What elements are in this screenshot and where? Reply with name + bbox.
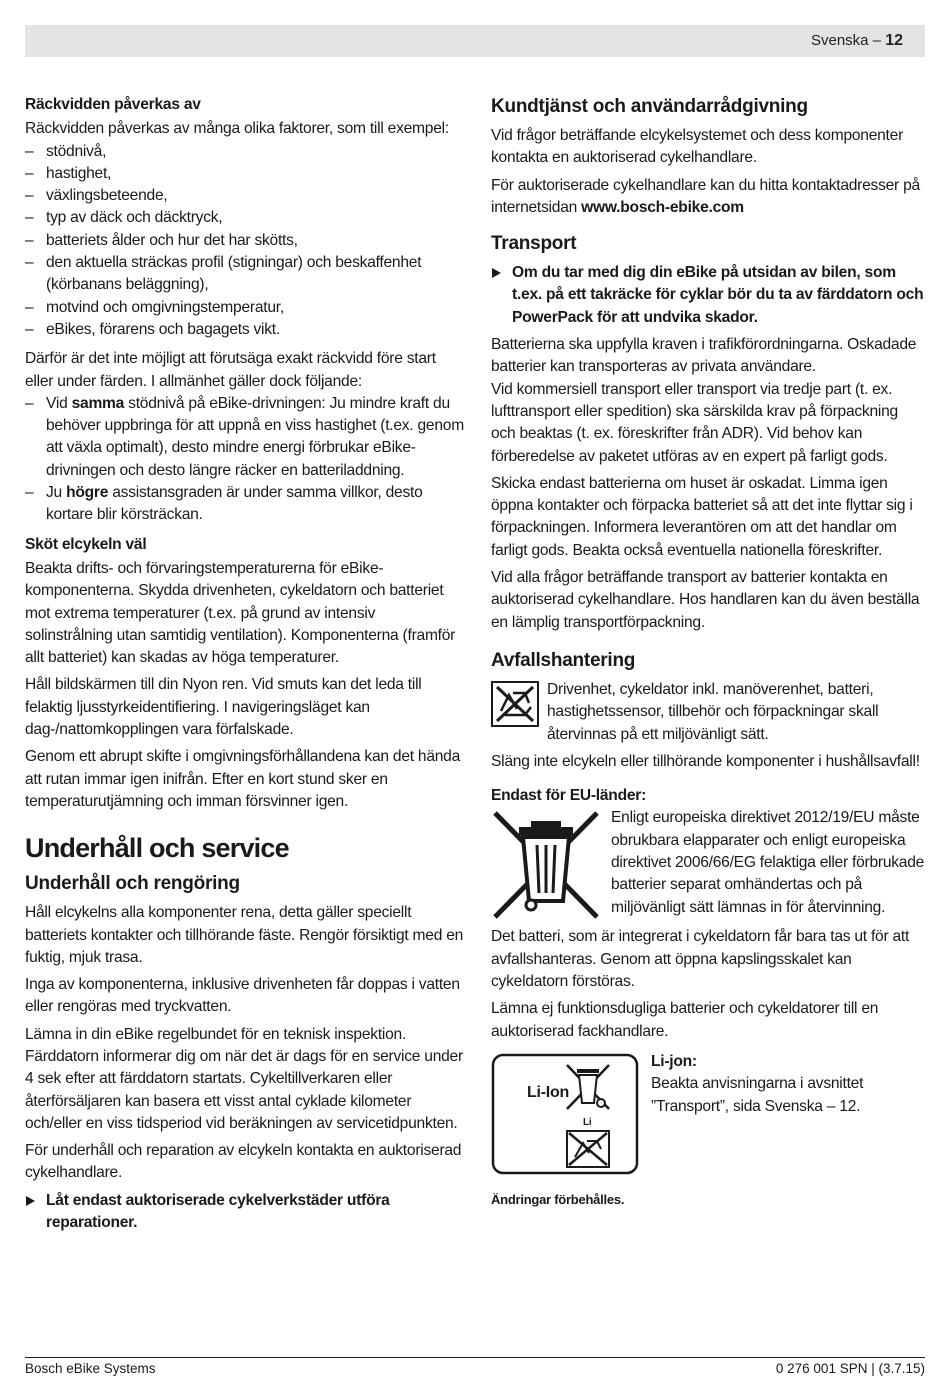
li-mark: Li	[583, 1116, 592, 1128]
eu-heading: Endast för EU-länder:	[491, 787, 647, 805]
range-rules-list	[25, 393, 465, 527]
care-paragraph: Beakta drifts- och förvaringstemperaturerna för eBike-komponenterna. Skydda drivenheten, cykeldatorn och batteriet mot extrema temperaturer (t.ex. på grund av intensiv solinstrålning utan samtidig ventilation). Komponenterna (framför allt batteriet) kan skadas av höga temperaturer.	[25, 559, 456, 667]
list-item: – motvind och omgivningstemperatur,	[25, 297, 465, 319]
transport-paragraph: Vid alla frågor beträffande transport av batterier kontakta en auktoriserad cykelhandlare. Hos handlaren kan du även beställa en lämplig transportförpackning.	[491, 569, 920, 631]
footer-publisher: Bosch eBike Systems	[25, 1361, 156, 1376]
changes-note: Ändringar förbehålles.	[491, 1191, 625, 1207]
list-item: – batteriets ålder och hur det har skötts,	[25, 230, 465, 252]
care-heading: Sköt elcykeln väl	[25, 535, 147, 553]
li-ion-heading: Li-jon:	[651, 1052, 697, 1070]
waste-heading: Avfallshantering	[491, 649, 636, 671]
transport-paragraph: Skicka endast batterierna om huset är oskadat. Limma igen öppna kontakter och förpacka batteriet så att det inte flyttar sig i förpackningen. Informera leverantören om att det handlar om farligt gods. Beakta också eventuella nationella föreskrifter.	[491, 474, 913, 559]
list-item	[25, 482, 465, 527]
maintenance-paragraph: För underhåll och reparation av elcykeln kontakta en auktoriserad cykelhandlare.	[25, 1142, 462, 1182]
crossed-bin-icon	[491, 809, 601, 921]
transport-paragraph: Vid kommersiell transport eller transport via tredje part (t. ex. lufttransport eller spedition) ska särskilda krav på förpackning och beaktas (t. ex. föreskrifter från ADR). Vid behov kan förberedelse av paketet utföras av en expert på farligt gods.	[491, 380, 898, 465]
maintenance-paragraph: Håll elcykelns alla komponenter rena, detta gäller speciellt batteriets kontakter och tillhörande fäste. Rengör försiktigt med en fuktig, mjuk trasa.	[25, 904, 464, 966]
page-header	[25, 25, 925, 57]
footer-divider	[25, 1357, 925, 1358]
maintenance-paragraph: Lämna in din eBike regelbundet för en teknisk inspektion. Färddatorn informerar dig om när det är dags för en service under 4 sek efter att färddatorn startats. Cykeltillverkaren eller återförsäljaren kan basera ett visst antal cyklade kilometer och/eller en viss tidsperiod vid beräkningen av servicetidpunkten.	[25, 1025, 463, 1132]
left-column	[25, 94, 465, 1239]
eu-directive-block	[491, 807, 925, 921]
small-recycle-crossed-icon	[567, 1131, 609, 1167]
arrow-right-icon	[492, 268, 501, 278]
support-text: För auktoriserade cykelhandlare kan du hitta kontaktadresser på internetsidan	[491, 176, 920, 216]
rule-text: assistansgraden är under samma villkor, desto kortare blir körsträckan.	[46, 484, 423, 524]
support-paragraph: Vid frågor beträffande elcykelsystemet och dess komponenter kontakta en auktoriserad cykelhandlare.	[491, 127, 904, 167]
waste-paragraph: Släng inte elcykeln eller tillhörande komponenter i hushållsavfall!	[491, 752, 920, 770]
maintenance-paragraph: Inga av komponenterna, inklusive drivenheten får doppas i vatten eller rengöras med tryckvatten.	[25, 976, 460, 1016]
right-column	[491, 94, 925, 1211]
support-url[interactable]: www.bosch-ebike.com	[581, 198, 744, 216]
list-item: – eBikes, förarens och bagagets vikt.	[25, 319, 465, 341]
footer-doc-number: 0 276 001 SPN | (3.7.15)	[775, 1361, 925, 1376]
range-para: Därför är det inte möjligt att förutsäga exakt räckvidd före start eller under färden. I allmänhet gäller dock följande:	[25, 350, 436, 390]
list-item	[25, 393, 465, 482]
waste-paragraph: Drivenhet, cykeldator inkl. manöverenhet, batteri, hastighetssensor, tillbehör och förpackningar skall återvinnas på ett miljövänligt sätt.	[547, 680, 879, 743]
li-ion-block	[491, 1051, 925, 1175]
warning-text: Om du tar med dig din eBike på utsidan av bilen, som t.ex. på ett takräcke för cyklar bör du ta av färddatorn och PowerPack för att undvika skador.	[512, 264, 924, 326]
list-item: – växlingsbeteende,	[25, 185, 465, 207]
page-number: 12	[885, 32, 903, 49]
rule-emphasis: samma	[71, 394, 125, 412]
eu-paragraph: Lämna ej funktionsdugliga batterier och cykeldatorer till en auktoriserad fackhandlare.	[491, 1000, 879, 1040]
rule-text: stödnivå på eBike-drivningen: Ju mindre kraft du behöver uppbringa för att uppnå en viss hastighet (t.ex. genom att växla optimalt), desto mindre energi förbrukar eBike-drivningen och desto längre räcker en batteriladdning.	[46, 394, 464, 479]
range-intro: Räckvidden påverkas av många olika faktorer, som till exempel:	[25, 120, 449, 138]
range-factors-list	[25, 141, 465, 342]
list-item: – typ av däck och däcktryck,	[25, 207, 465, 229]
care-paragraph: Håll bildskärmen till din Nyon ren. Vid smuts kan det leda till felaktig ljusstyrkeidentifiering. I navigeringsläget kan dag-/nattomkopplingen vara förfalskade.	[25, 676, 422, 739]
transport-warning	[491, 262, 925, 329]
waste-recycle-block	[491, 679, 925, 746]
range-heading: Räckvidden påverkas av	[25, 96, 201, 113]
maintenance-heading: Underhåll och rengöring	[25, 873, 240, 895]
care-paragraph: Genom ett abrupt skifte i omgivningsförhållandena kan det hända att rutan immar igen inifrån. Efter en kort stund sker en temperaturutjämning och imman försvinner igen.	[25, 748, 461, 810]
support-heading: Kundtjänst och användarrådgivning	[491, 96, 808, 117]
list-item: – den aktuella sträckas profil (stigningar) och beskaffenhet (körbanans beläggning),	[25, 252, 465, 297]
eu-paragraph: Det batteri, som är integrerat i cykeldatorn får bara tas ut för att avfallshanteras. Genom att öppna kapslingsskalet kan cykeldatorn förstöras.	[491, 928, 910, 991]
li-ion-badge: Li-Ion	[527, 1083, 570, 1101]
header-section: Svenska	[810, 32, 869, 49]
transport-heading: Transport	[491, 233, 577, 255]
li-ion-text-block	[651, 1051, 925, 1118]
rule-text: Vid	[46, 394, 72, 412]
li-ion-paragraph: Beakta anvisningarna i avsnittet ”Transport”, sida Svenska – 12.	[651, 1075, 864, 1115]
warning-text: Låt endast auktoriserade cykelverkstäder utföra reparationer.	[46, 1191, 390, 1232]
support-paragraph	[491, 175, 925, 220]
transport-paragraph: Batterierna ska uppfylla kraven i trafikförordningarna. Oskadade batterier kan transporteras av privata användare.	[491, 336, 917, 376]
li-ion-battery-icon	[491, 1053, 639, 1175]
rule-text: Ju	[46, 484, 67, 502]
recycle-crossed-icon	[491, 681, 539, 727]
list-item: – stödnivå,	[25, 141, 465, 163]
maintenance-warning	[25, 1190, 465, 1235]
eu-paragraph: Enligt europeiska direktivet 2012/19/EU måste obrukbara elapparater och enligt europeiska direktivet 2006/66/EG felaktiga eller förbrukade batterier separat omhändertas och på miljövänligt sätt lämnas in för återvinning.	[611, 809, 925, 916]
list-item: – hastighet,	[25, 163, 465, 185]
rule-emphasis: högre	[66, 484, 109, 502]
page-header-text	[811, 32, 903, 50]
service-title: Underhåll och service	[25, 833, 289, 864]
header-separator: –	[868, 32, 886, 49]
arrow-right-icon	[26, 1196, 35, 1206]
